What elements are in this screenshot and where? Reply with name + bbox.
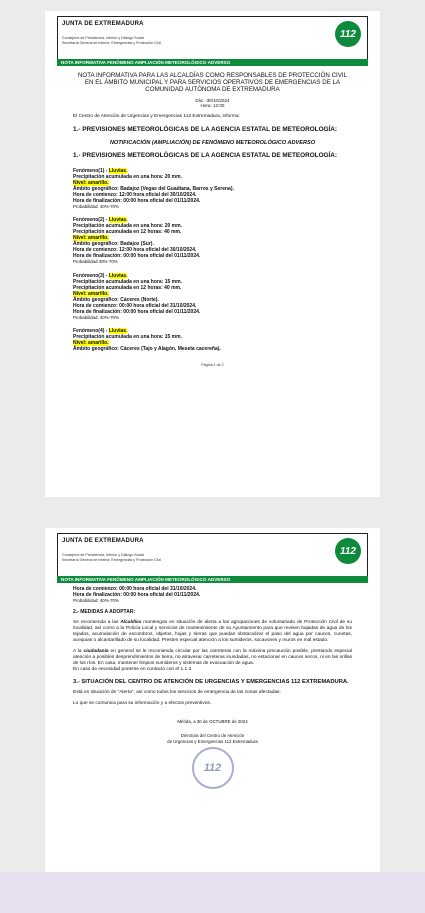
- paragraph-contact: En caso de necesidad ponerse en contacto con el 1.1.2.: [73, 666, 193, 672]
- precip-line: Precipitación acumulada en 12 horas: 40 mm.: [73, 284, 182, 291]
- phenomenon-type: Lluvias.: [108, 328, 128, 335]
- viewer-bottom-bar: [0, 872, 425, 913]
- phenomenon-label: Fenómeno(4) -: [73, 328, 109, 335]
- precip-line: Precipitación acumulada en una hora: 20 mm.: [73, 223, 182, 230]
- probability: Probabilidad: 40%-70%: [73, 598, 119, 603]
- paragraph-closing: Lo que se comunica para su información y a efectos preventivos.: [73, 701, 212, 707]
- detail-line: Ámbito geográfico: Cáceres (Norte).: [73, 296, 159, 303]
- emergency-112-logo-icon: [335, 21, 361, 47]
- level-badge: Nivel: amarillo.: [73, 235, 109, 242]
- org-sub-line-2: Secretaría General de Interior, Emergencias y Protección Civil: [62, 41, 161, 45]
- signatory-line: Directora del Centro de Atención: [180, 732, 245, 738]
- letterhead: [57, 16, 368, 59]
- para-emphasis: ciudadanía: [83, 648, 109, 654]
- detail-line: Hora de comienzo: 00:00 hora oficial del 31/10/2024.: [73, 586, 197, 592]
- para-emphasis: Alcaldías: [120, 619, 142, 625]
- phenomenon-label: Fenómeno(2) -: [73, 217, 109, 224]
- precip-line: Precipitación acumulada en 12 horas: 40 mm.: [73, 229, 182, 236]
- org-sub-line-1: Consejería de Presidencia, Interior y Diálogo Social: [62, 553, 145, 557]
- org-name: JUNTA DE EXTREMADURA: [62, 538, 144, 544]
- detail-line: Hora de finalización: 00:00 hora oficial del 01/11/2024.: [73, 592, 201, 598]
- precip-line: Precipitación acumulada en una hora: 15 mm.: [73, 278, 182, 285]
- page-2-body: [73, 586, 352, 789]
- place-date: Mérida, a 30 de OCTUBRE de 2024: [177, 719, 248, 725]
- document-page-1: [45, 11, 380, 497]
- level-badge: Nivel: amarillo.: [73, 340, 109, 347]
- detail-line: Hora de finalización: 00:00 hora oficial del 01/11/2024.: [73, 253, 201, 260]
- paragraph-alert: Está en situación de "Alerta", así como todos los servicios de emergencia de las zonas afectadas.: [73, 690, 281, 696]
- detail-line: Ámbito geográfico: Cáceres (Tajo y Alagón, Meseta cacereña).: [73, 346, 221, 353]
- logo-text: 112: [340, 28, 356, 40]
- phenomenon-label: Fenómeno(3) -: [73, 272, 109, 279]
- org-subtitle: [62, 553, 161, 563]
- probability: Probabilidad: 40%-70%: [73, 203, 119, 209]
- phenomenon-type: Lluvias.: [108, 167, 128, 174]
- document-title: NOTA INFORMATIVA PARA LAS ALCALDÍAS COMO RESPONSABLES DE PROTECCIÓN CIVIL EN EL ÁMBITO MUNICIPAL Y PARA SERVICIOS OPERATIVOS DE EMERGENCIAS DE LA COMUNIDAD AUTÓNOMA DE EXTREMADURA: [77, 72, 348, 94]
- phenomenon-4: [73, 328, 352, 352]
- para-text: mantengan en situación de alerta a las agrupaciones de voluntariado de Protección Civil de su localidad, así como a la Policía Local y servicios de mantenimiento de su Ayuntamiento para que revisen bajadas de agua de los tejados, acumulación de escombros, objetos, hojas y tierras que puedan obstaculizar el paso del agua por cauces, cunetas, acequias o alcantarillado de su localidad. Presten especial atención a los sumideros, socavones y muros en mal estado.: [73, 619, 352, 643]
- section-1b-heading: 1.- PREVISIONES METEOROLÓGICAS DE LA AGENCIA ESTATAL DE METEOROLOGÍA:: [73, 152, 338, 160]
- level-badge: Nivel: amarillo.: [73, 179, 109, 186]
- detail-line: Hora de comienzo: 12:00 hora oficial del 30/10/2024.: [73, 191, 197, 198]
- official-stamp-icon: [192, 747, 234, 789]
- phenomenon-3: [73, 273, 352, 321]
- para-text: Se recomienda a las: [73, 619, 121, 625]
- precip-line: Precipitación acumulada en una hora: 20 mm.: [73, 173, 182, 180]
- header-band: NOTA INFORMATIVA FENÓMENO AMPLIACIÓN METEOROLÓGICO ADVERSO: [57, 576, 368, 583]
- emergency-112-logo-icon: [335, 538, 361, 564]
- org-name: JUNTA DE EXTREMADURA: [62, 21, 144, 27]
- para-text: A la: [73, 648, 84, 654]
- signatory-line: de Urgencias y Emergencias 112 Extremadura: [167, 738, 258, 744]
- detail-line: Hora de finalización: 00:00 hora oficial del 01/11/2024.: [73, 197, 201, 204]
- document-page-2: [45, 528, 380, 888]
- para-text: en general se le recomienda circular por las carreteras con la máxima precaución posible, prestando especial atención a posibles desprendimientos de tierra, no atravesar carreteras inundadas, no estacionar en cauces secos, ni en las orillas de los ríos. En casa, mantener limpios sumideros y sistemas de evacuación de agua.: [73, 648, 352, 666]
- signature-block: [73, 733, 352, 744]
- precip-line: Precipitación acumulada en una hora: 15 mm.: [73, 334, 182, 341]
- probability: Probabilidad:40%-70%: [73, 259, 118, 265]
- detail-line: Hora de comienzo: 00:00 hora oficial del 31/10/2024.: [73, 302, 197, 309]
- date-text: Día: -30/10/2024: [195, 97, 230, 103]
- page-1-body: [73, 72, 352, 368]
- detail-line: Ámbito geográfico: Badajoz (Sur).: [73, 241, 154, 248]
- page-number: Página 1 de 2: [201, 363, 224, 368]
- org-subtitle: [62, 36, 161, 46]
- intro-text: El Centro de Atención de Urgencias y Emergencias 112 Extremadura, informa:: [73, 113, 240, 119]
- section-2-heading: 2.- MEDIDAS A ADOPTAR:: [73, 608, 136, 615]
- hour-text: Hora: 12:00: [200, 103, 225, 109]
- phenomenon-type: Lluvias.: [108, 217, 128, 224]
- phenomenon-label: Fenómeno(1) -: [73, 167, 109, 174]
- section-3-heading: 3.- SITUACIÓN DEL CENTRO DE ATENCIÓN DE URGENCIAS Y EMERGENCIAS 112 EXTREMADURA.: [73, 678, 349, 685]
- detail-line: Hora de comienzo: 12:00 hora oficial del 30/10/2024.: [73, 247, 197, 254]
- phenomenon-type: Lluvias.: [108, 272, 128, 279]
- phenomenon-2: [73, 217, 352, 265]
- paragraph-ciudadania: [73, 649, 352, 667]
- letterhead: [57, 533, 368, 576]
- detail-line: Ámbito geográfico: Badajoz (Vegas del Guadiana, Barros y Serena).: [73, 185, 234, 192]
- header-band: NOTA INFORMATIVA FENÓMENO AMPLIACIÓN METEOROLÓGICO ADVERSO: [57, 59, 368, 66]
- phenomenon-1: [73, 168, 352, 210]
- paragraph-alcaldias: [73, 620, 352, 644]
- stamp-text: 112: [203, 762, 222, 775]
- logo-text: 112: [340, 545, 356, 557]
- probability: Probabilidad: 40%-70%: [73, 314, 119, 320]
- date-block: [73, 98, 352, 109]
- org-sub-line-1: Consejería de Presidencia, Interior y Diálogo Social: [62, 36, 145, 40]
- detail-line: Hora de finalización: 00:00 hora oficial del 01/11/2024.: [73, 308, 201, 315]
- section-1-heading: 1.- PREVISIONES METEOROLÓGICAS DE LA AGENCIA ESTATAL DE METEOROLOGÍA:: [73, 125, 338, 133]
- notification-title: NOTIFICACIÓN (AMPLIACIÓN) DE FENÓMENO METEOROLÓGICO ADVERSO: [109, 140, 316, 147]
- org-sub-line-2: Secretaría General de Interior, Emergencias y Protección Civil: [62, 558, 161, 562]
- level-badge: Nivel: amarillo.: [73, 290, 109, 297]
